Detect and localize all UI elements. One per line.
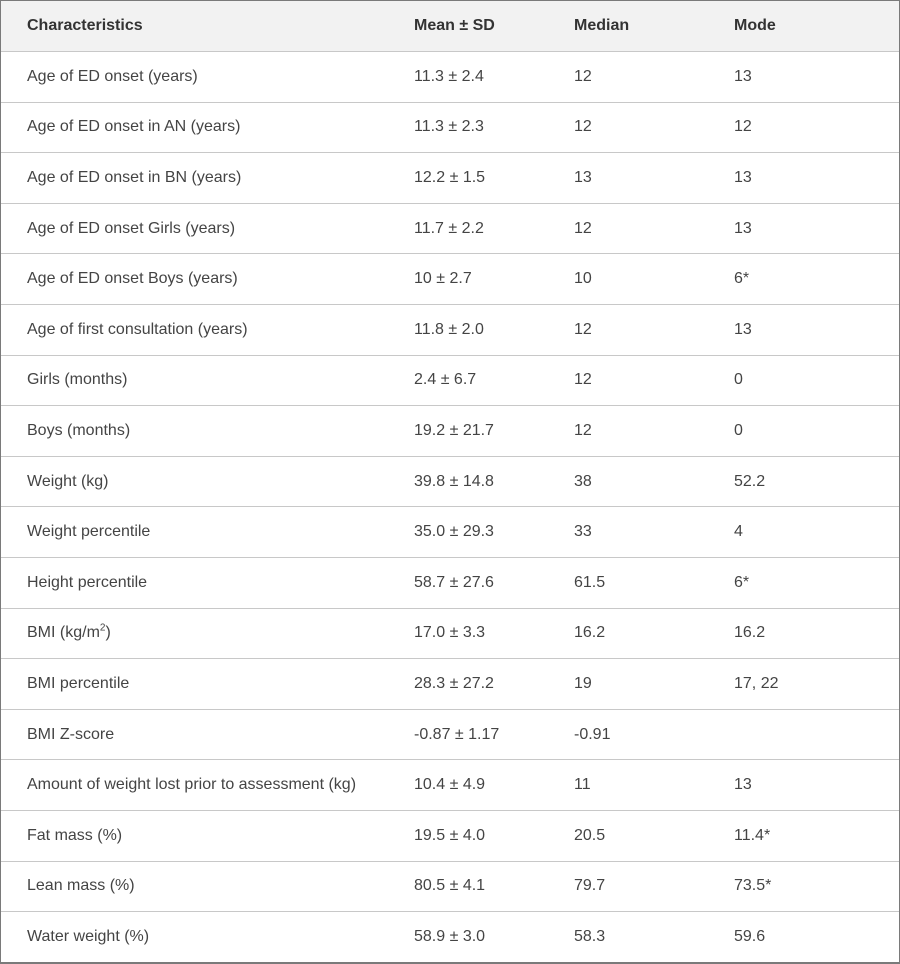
row-mean-sd: 2.4 ± 6.7 — [414, 371, 477, 389]
row-median: 33 — [574, 523, 592, 541]
table-row — [1, 254, 899, 305]
row-label: BMI percentile — [27, 674, 130, 692]
row-label: Weight percentile — [27, 523, 151, 541]
row-label: Lean mass (%) — [27, 877, 135, 895]
header-median: Median — [574, 17, 630, 34]
row-median: 10 — [574, 270, 592, 288]
row-mode: 6* — [734, 270, 750, 288]
row-label-suffix: ) — [105, 624, 111, 642]
row-mode: 13 — [734, 219, 752, 237]
table-row — [1, 659, 899, 710]
row-mode: 59.6 — [734, 928, 766, 946]
row-mode: 12 — [734, 118, 752, 136]
row-median: 12 — [574, 67, 592, 85]
row-mode: 13 — [734, 67, 752, 85]
row-median: -0.91 — [574, 725, 611, 743]
header-characteristics: Characteristics — [27, 17, 143, 34]
row-mode: 52.2 — [734, 472, 766, 490]
row-mean-sd: 19.5 ± 4.0 — [414, 826, 486, 844]
row-median: 58.3 — [574, 928, 606, 946]
header-mode: Mode — [734, 17, 776, 34]
table-header-row — [1, 1, 899, 52]
row-label-bmi — [1, 624, 414, 642]
row-mode: 4 — [734, 523, 743, 541]
table-row — [1, 862, 899, 913]
row-mean-sd: 11.3 ± 2.4 — [414, 67, 484, 85]
table-row — [1, 710, 899, 761]
row-median: 19 — [574, 674, 592, 692]
row-mean-sd: 58.7 ± 27.6 — [414, 573, 494, 591]
row-mode: 13 — [734, 776, 752, 794]
row-mode: 11.4* — [734, 826, 771, 844]
row-mean-sd: 58.9 ± 3.0 — [414, 928, 486, 946]
row-mean-sd: -0.87 ± 1.17 — [414, 725, 500, 743]
row-median: 20.5 — [574, 826, 606, 844]
row-median: 12 — [574, 371, 592, 389]
row-label-superscript: 2 — [99, 623, 106, 634]
row-label-text: BMI (kg/m — [27, 624, 100, 642]
row-median: 13 — [574, 168, 592, 186]
row-label: Age of ED onset in BN (years) — [27, 168, 242, 186]
row-label: Age of ED onset Boys (years) — [27, 270, 238, 288]
row-mean-sd: 11.3 ± 2.3 — [414, 118, 484, 136]
header-mean-sd: Mean ± SD — [414, 17, 495, 34]
row-median: 38 — [574, 472, 592, 490]
table-row — [1, 204, 899, 255]
row-mean-sd: 80.5 ± 4.1 — [414, 877, 486, 895]
row-mean-sd: 17.0 ± 3.3 — [414, 624, 486, 642]
row-label: Age of first consultation (years) — [27, 320, 248, 338]
row-mean-sd: 10 ± 2.7 — [414, 270, 472, 288]
row-label: Boys (months) — [27, 421, 131, 439]
table-row — [1, 912, 899, 963]
row-mean-sd: 10.4 ± 4.9 — [414, 776, 486, 794]
row-mean-sd: 39.8 ± 14.8 — [414, 472, 494, 490]
table-row — [1, 52, 899, 103]
row-mode: 17, 22 — [734, 674, 779, 692]
row-mode: 16.2 — [734, 624, 766, 642]
row-median: 12 — [574, 219, 592, 237]
row-label: Girls (months) — [27, 371, 128, 389]
row-median: 61.5 — [574, 573, 606, 591]
table-row — [1, 305, 899, 356]
row-mean-sd: 12.2 ± 1.5 — [414, 168, 486, 186]
table-row — [1, 507, 899, 558]
row-median: 16.2 — [574, 624, 606, 642]
row-mode: 0 — [734, 371, 743, 389]
table-row — [1, 558, 899, 609]
row-mean-sd: 19.2 ± 21.7 — [414, 421, 494, 439]
row-median: 12 — [574, 118, 592, 136]
table-row — [1, 103, 899, 154]
row-label: Amount of weight lost prior to assessment (kg) — [27, 776, 357, 794]
row-mode: 0 — [734, 421, 743, 439]
row-label: Weight (kg) — [27, 472, 109, 490]
row-median: 12 — [574, 320, 592, 338]
table-row — [1, 406, 899, 457]
row-mean-sd: 28.3 ± 27.2 — [414, 674, 494, 692]
row-median: 11 — [574, 776, 591, 794]
row-mean-sd: 35.0 ± 29.3 — [414, 523, 494, 541]
row-mode: 13 — [734, 320, 752, 338]
table-row — [1, 153, 899, 204]
row-label: Height percentile — [27, 573, 148, 591]
row-median: 79.7 — [574, 877, 606, 895]
row-label: BMI Z-score — [27, 725, 115, 743]
table-row — [1, 609, 899, 660]
table-row — [1, 811, 899, 862]
row-label: Age of ED onset in AN (years) — [27, 118, 241, 136]
row-label: Age of ED onset (years) — [27, 67, 198, 85]
row-median: 12 — [574, 421, 592, 439]
row-mode: 13 — [734, 168, 752, 186]
row-label: Water weight (%) — [27, 928, 150, 946]
row-mean-sd: 11.7 ± 2.2 — [414, 219, 484, 237]
row-mode: 73.5* — [734, 877, 772, 895]
row-mode: 6* — [734, 573, 750, 591]
row-label: Age of ED onset Girls (years) — [27, 219, 236, 237]
table-row — [1, 760, 899, 811]
row-mean-sd: 11.8 ± 2.0 — [414, 320, 484, 338]
table-row — [1, 457, 899, 508]
table-row — [1, 356, 899, 407]
row-label: Fat mass (%) — [27, 826, 123, 844]
